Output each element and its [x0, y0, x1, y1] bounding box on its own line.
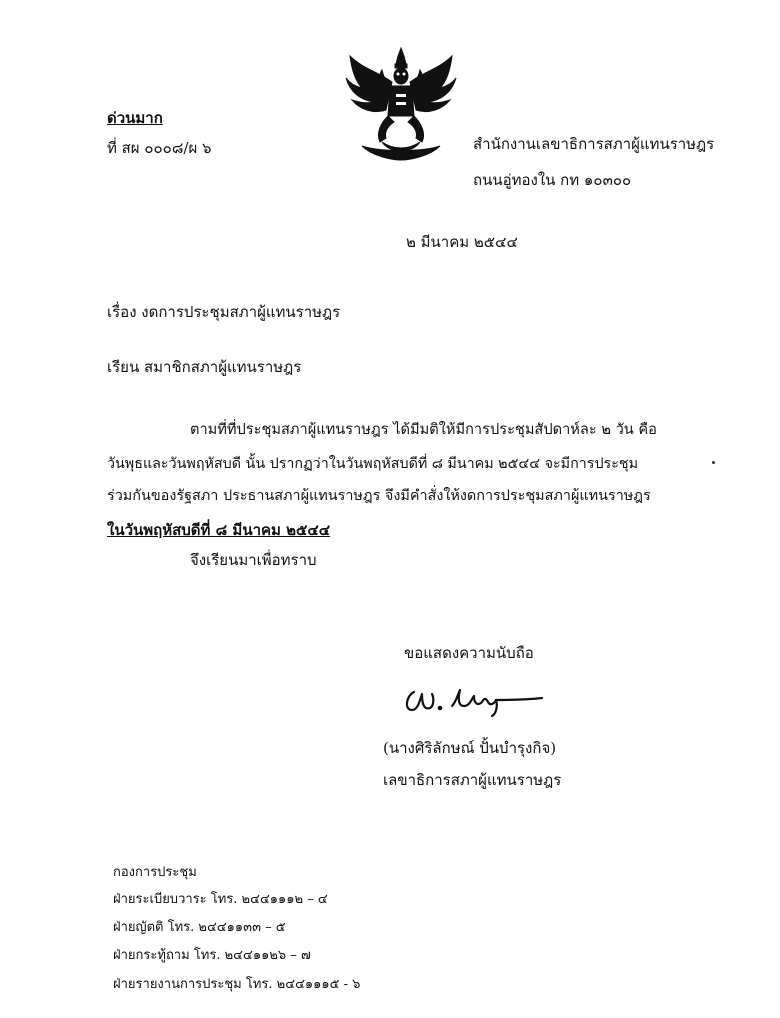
body-line-2: วันพุธและวันพฤหัสบดี นั้น ปรากฏว่าในวันพฤหัสบดีที่ ๘ มีนาคม ๒๕๔๔ จะมีการประชุม [107, 456, 639, 472]
garuda-emblem [340, 42, 462, 164]
scan-speck [712, 461, 715, 464]
office-address: ถนนอู่ทองใน กท ๑๐๓๐๐ [473, 171, 632, 189]
signature [400, 680, 550, 720]
signer-name: (นางศิริลักษณ์ ปั้นบำรุงกิจ) [383, 739, 557, 757]
letter-date: ๒ มีนาคม ๒๕๔๔ [406, 233, 518, 251]
signer-title: เลขาธิการสภาผู้แทนราษฎร [383, 771, 562, 789]
footer-line-4: ฝ่ายรายงานการประชุม โทร. ๒๔๔๑๑๑๕ - ๖ [113, 977, 361, 992]
reference-number: ที่ สผ ๐๐๐๘/ผ ๖ [107, 139, 212, 157]
closing-line: จึงเรียนมาเพื่อทราบ [190, 551, 317, 569]
footer-line-3: ฝ่ายกระทู้ถาม โทร. ๒๔๔๑๑๒๖ – ๗ [113, 948, 311, 963]
footer-heading: กองการประชุม [113, 865, 197, 880]
footer-line-2: ฝ่ายญัตติ โทร. ๒๔๔๑๑๓๓ – ๕ [113, 920, 286, 935]
letter-subject: เรื่อง งดการประชุมสภาผู้แทนราษฎร [107, 303, 341, 321]
body-line-3: ร่วมกันของรัฐสภา ประธานสภาผู้แทนราษฎร จึงมีคำสั่งให้งดการประชุมสภาผู้แทนราษฎร [107, 488, 651, 504]
letter-addressee: เรียน สมาชิกสภาผู้แทนราษฎร [107, 358, 302, 376]
urgency-label: ด่วนมาก [107, 109, 163, 127]
body-emphasis: ในวันพฤหัสบดีที่ ๘ มีนาคม ๒๕๔๔ [107, 521, 331, 539]
footer-line-1: ฝ่ายระเบียบวาระ โทร. ๒๔๔๑๑๑๒ – ๔ [113, 892, 328, 907]
valediction: ขอแสดงความนับถือ [404, 644, 534, 662]
office-name: สำนักงานเลขาธิการสภาผู้แทนราษฎร [473, 135, 715, 153]
body-line-1: ตามที่ที่ประชุมสภาผู้แทนราษฎร ได้มีมติให้มีการประชุมสัปดาห์ละ ๒ วัน คือ [190, 421, 657, 438]
